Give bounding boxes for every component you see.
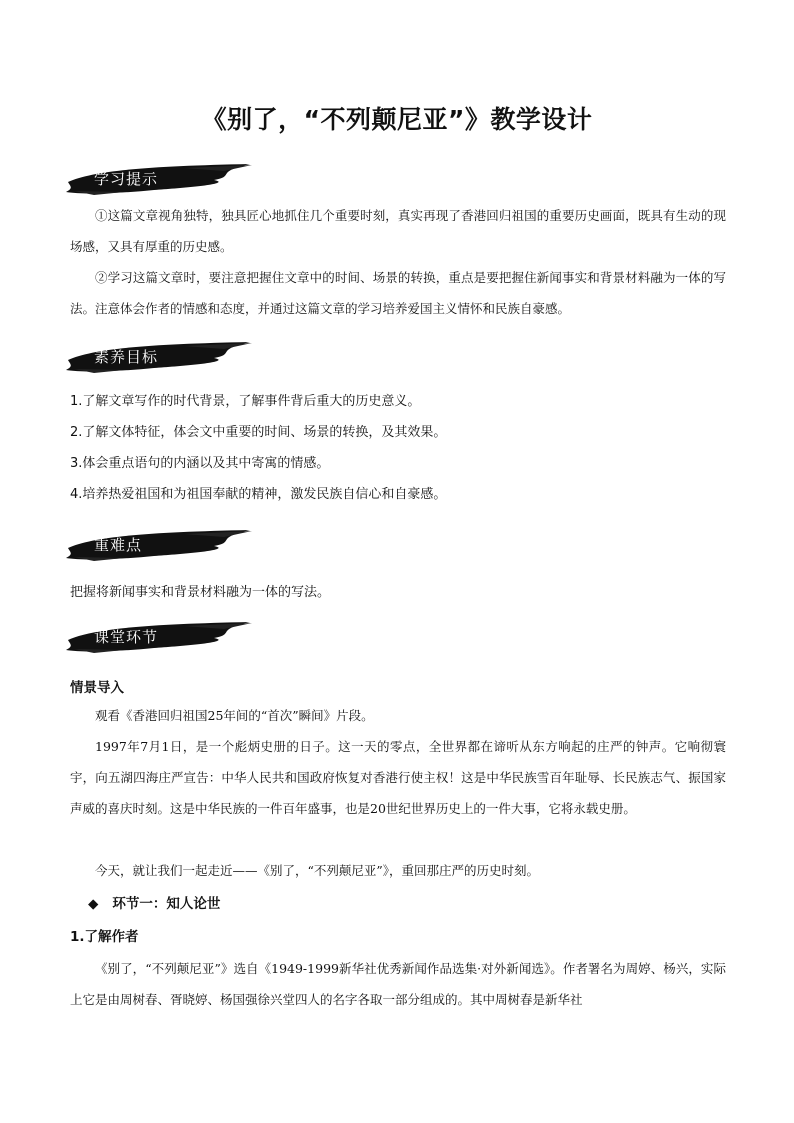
brush-stroke-icon <box>64 340 254 374</box>
paragraph: 今天，就让我们一起走近——《别了，“不列颠尼亚”》，重回那庄严的历史时刻。 <box>95 863 540 878</box>
section-heading: 重难点 <box>94 536 143 554</box>
paragraph: 《别了，“不列颠尼亚”》选自《1949-1999新华社优秀新闻作品选集·对外新闻选》。作者署名为周婷、杨兴，实际上它是由周树春、胥晓婷、杨国强徐兴堂四人的名字各取一部分组成的。其中周树春是新华社 <box>70 961 726 1007</box>
subheading: 情景导入 <box>70 680 124 696</box>
paragraph: 观看《香港回归祖国25年间的“首次”瞬间》片段。 <box>95 708 374 723</box>
section-banner-key <box>64 528 254 562</box>
section-banner-tips <box>64 162 254 196</box>
goals-list <box>70 386 730 510</box>
link-heading <box>88 892 220 912</box>
list-item: 4.培养热爱祖国和为祖国奉献的精神，激发民族自信心和自豪感。 <box>70 487 447 502</box>
section-banner-goals <box>64 340 254 374</box>
brush-stroke-icon <box>64 620 254 654</box>
section-heading: 学习提示 <box>94 170 159 188</box>
section-heading: 课堂环节 <box>94 628 159 646</box>
diamond-icon: ◆ <box>88 896 99 912</box>
paragraph: ②学习这篇文章时，要注意把握住文章中的时间、场景的转换，重点是要把握住新闻事实和背景材料融为一体的写法。注意体会作者的情感和态度，并通过这篇文章的学习培养爱国主义情怀和民族自豪感。 <box>70 270 726 316</box>
list-item: 3.体会重点语句的内涵以及其中寄寓的情感。 <box>70 456 330 471</box>
section-banner-class <box>64 620 254 654</box>
paragraph: 1997年7月1日，是一个彪炳史册的日子。这一天的零点，全世界都在谛听从东方响起的庄严的钟声。它响彻寰宇，向五湖四海庄严宣告：中华人民共和国政府恢复对香港行使主权！这是中华民族雪百年耻辱、长民族志气、振国家声威的喜庆时刻。这是中华民族的一件百年盛事，也是20世纪世界历史上的一件大事，它将永载史册。 <box>70 739 726 816</box>
key-point-text: 把握将新闻事实和背景材料融为一体的写法。 <box>70 585 331 600</box>
brush-stroke-icon <box>64 162 254 196</box>
list-item: 1.了解文章写作的时代背景，了解事件背后重大的历史意义。 <box>70 394 421 409</box>
link-title: 环节一：知人论世 <box>112 896 221 912</box>
brush-stroke-icon <box>64 528 254 562</box>
page-title: 《别了，“不列颠尼亚”》教学设计 <box>201 105 593 134</box>
paragraph: ①这篇文章视角独特，独具匠心地抓住几个重要时刻，真实再现了香港回归祖国的重要历史画面，既具有生动的现场感，又具有厚重的历史感。 <box>70 208 726 254</box>
section-heading: 素养目标 <box>94 348 159 366</box>
list-item: 2.了解文体特征，体会文中重要的时间、场景的转换，及其效果。 <box>70 425 447 440</box>
subheading: 1.了解作者 <box>70 929 139 945</box>
